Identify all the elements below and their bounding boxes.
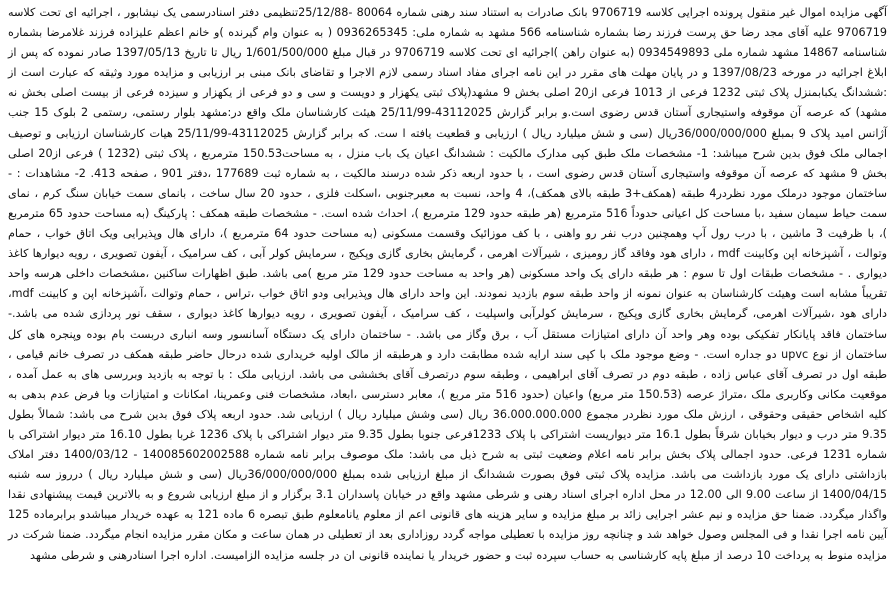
auction-notice-body: آگهی مزایده اموال غیر منقول پرونده اجرایی کلاسه 9706719 بانک صادرات به استناد سند رهنی شماره 80064 -25/12/88تنظیمی دفتر اسنادرسمی یک نیشابور ، اجرائیه ای تحت کلاسه 9706719 علیه آقای مجد رضا حق پرست فرزند رضا بشماره شناسنامه 566 مشهد به شماره ملی: 0936265345 ( به عنوان وام گیرنده )و خانم اعظم علیزاده فرزند غلامرضا بشماره شناسنامه 14867 مشهد شماره ملی 0934549893 (به عنوان راهن )اجرائیه ای تحت کلاسه 9706719 در قبال مبلغ 1/601/500/000 ریال تا تاریخ 1397/05/13 صادر نموده که پس از ابلاغ اجرائیه در مورخه 1397/08/23 و در پایان مهلت های مقرر در این نامه اجرای مفاد اسناد رسمی لازم الاجرا و تقاضای بانک مبنی بر ارزیابی و مزایده مورد وثیقه که عبارت است از :ششدانگ یکبابمنزل پلاک ثبتی 1232 فرعی از 1013 فرعی از20 اصلی بخش 9 مشهد(پلاک ثبتی یکهزار و دویست و سی و دو فرعی از یکهزار و سیزده فرعی از بیست اصلی بخش نه مشهد) که عرصه آن موقوفه واستیجاری آستان قدس رضوی است.و برابر گزارش 43112025-25/11/99 هیئت کارشناسان ملک واقع در:مشهد بلوار رستمی، رستمی 2 بلوک 15 جنب آژانس امید پلاک 9 بمبلغ 36/000/000/000ریال (سی و شش میلیارد ریال ) ارزیابی و قطعیت یافته ا ست. که برابر گزارش 43112025-25/11/99 هیات کارشناسان ارزیابی و توصیف اجمالی ملک فوق بدین شرح میباشد: 1- مشخصات ملک طبق کپی مدارک مالکیت : ششدانگ اعیان یک باب منزل ، به مساحت150.53 مترمربع ، پلاک ثبتی (1232 ) فرعی از20 اصلی بخش 9 مشهد که عرصه آن موقوفه واستیجاری آستان قدس رضوی است ، با حدود اربعه ذکر شده درسند مالکیت ، به شماره ثبت 177689 ،دفتر 901 ، صفحه 413. 2- مشاهدات : - ساختمان موجود درملک مورد نظردر4 طبقه (همکف+3 طبقه بالای همکف)، 4 واحد، نسبت به معبرجنوبی ،اسکلت فلزی ، حدود 20 سال ساخت ، بانمای سمت خیابان سنگ کرم ، نمای سمت حیاط سیمان سفید ،با مساحت کل اعیانی حدوداً 516 مترمربع (هر طبقه حدود 129 مترمربع )، احداث شده است. - مشخصات طبقه همکف : پارکینگ (به مساحت حدود 65 مترمربع )، با ظرفیت 3 ماشین ، با درب رول آپ وهمچنین درب نفر رو واهنی ، با کف موزائیک وقسمت مسکونی (به مساحت حدود 64 مترمربع )، دارای هال وپذیرایی ویک اتاق خواب ، حمام وتوالت ، آشپزخانه اپن وکابینت mdf ، دارای هود وفاقد گاز رومیزی ، شیرآلات اهرمی ، گرمایش بخاری گازی وپکیج ، سرمایش کولر آبی ، کف سرامیک ، آیفون تصویری ، رویه دیوارها کاغذ دیواری . - مشخصات طبقات اول تا سوم : هر طبقه دارای یک واحد مسکونی (هر واحد به مساحت حدود 129 متر مربع )می باشد. طبق اظهارات ساکنین ،مشخصات داخلی هرسه واحد تقریباً مشابه است وهیئت کارشناسان به عنوان نمونه از واحد طبقه سوم بازدید نمودند. این واحد دارای هال وپذیرایی ودو اتاق خواب ،تراس ، حمام وتوالت ،آشپزخانه اپن و کابینت mdf، دارای هود ،شیرآلات اهرمی، گرمایش بخاری گازی وپکیج ، سرمایش کولرآبی واسپلیت ، کف سرامیک ، آیفون تصویری ، رویه دیوارها کاغذ دیواری ، سقف نور پردازی شده می باشد.- ساختمان فاقد پایانکار تفکیکی بوده وهر واحد آن دارای امتیازات مستقل آب ، برق وگاز می باشد. - ساختمان دارای یک دستگاه آسانسور وسه انباری دربست بام بوده وپنجره های کل ساختمان از نوع upvc دو جداره است. - وضع موجود ملک با کپی سند ارایه شده مطابقت دارد و هرطبقه از مالک اولیه خریداری شده درحال حاضر طبقه همکف در تصرف خانم قیامی ، طبقه اول در تصرف آقای عباس زاده ، طبقه دوم در تصرف آقای ابراهیمی ، وطبقه سوم درتصرف آقای بخششی می باشد. ارزیابی ملک : با توجه به بازدید وبررسی های به عمل آمده ، موقعیت مکانی وکاربری ملک ،متراژ عرصه (150.53 متر مربع) واعیان (حدود 516 متر مربع )، معابر دسترسی ،ابعاد، مشخصات فنی وعمرینا، امکانات و امتیازات وبا فرض عدم بدهی به کلیه اشخاص حقیقی وحقوقی ، ارزش ملک مورد نظردر مجموع 36.000.000.000 ریال (سی وشش میلیارد ریال ) ارزیابی شد. حدود اربعه پلاک فوق بدین شرح می باشد: شمالاً بطول 9.35 متر درب و دیوار بخیابان شرقاً بطول 16.1 متر دیواریست اشتراکی با پلاک 1233فرعی جنوبا بطول 9.35 متر دیوار اشتراکی با پلاک 1236 غربا بطول 16.10 متر دیوار اشتراکی با شماره 1231 فرعی. حدود اجمالی پلاک بخش برابر نامه اعلام وضعیت ثبتی به شرح ذیل می باشد: ملک موصوف برابر نامه شماره 140085602002588 - 1400/03/12 دفتر املاک بازداشتی دارای یک مورد بازداشت می باشد. مزایده پلاک ثبتی فوق بصورت ششدانگ از مبلغ ارزیابی شده بمبلغ 36/000/000/000ریال (سی و شش میلیارد ریال ) درروز سه شنبه 1400/04/15 از ساعت 9.00 الی 12.00 در محل اداره اجرای اسناد رهنی و شرطی مشهد واقع در خیابان پاسداران 3.1 برگزار و از مبلغ ارزیابی شروع و به بالاترین قیمت پیشنهادی نقدا واگذار میگردد. ضمنا حق مزایده و نیم عشر اجرایی زائد بر مبلغ مزایده و سایر هزینه های قانونی اعم از معلوم یانامعلوم طبق تبصره 6 ماده 121 به عهده خریدار میباشدو برابرماده 125 آیین نامه اجرا نقدا و فی المجلس وصول خواهد شد و چنانچه روز مزایده با تعطیلی مواجه گردد روزاداری بعد از تعطیلی در همان ساعت و مکان مقرر مزایده انجام میگردد. ضمنا شرکت در مزایده منوط به پرداخت 10 درصد از مبلغ پایه کارشناسی به حساب سپرده ثبت و حضور خریدار یا نماینده قانونی ان در جلسه مزایده الزامیست. اداره اجرا اسنادرهنی و شرطی مشهد — [8, 6, 888, 562]
